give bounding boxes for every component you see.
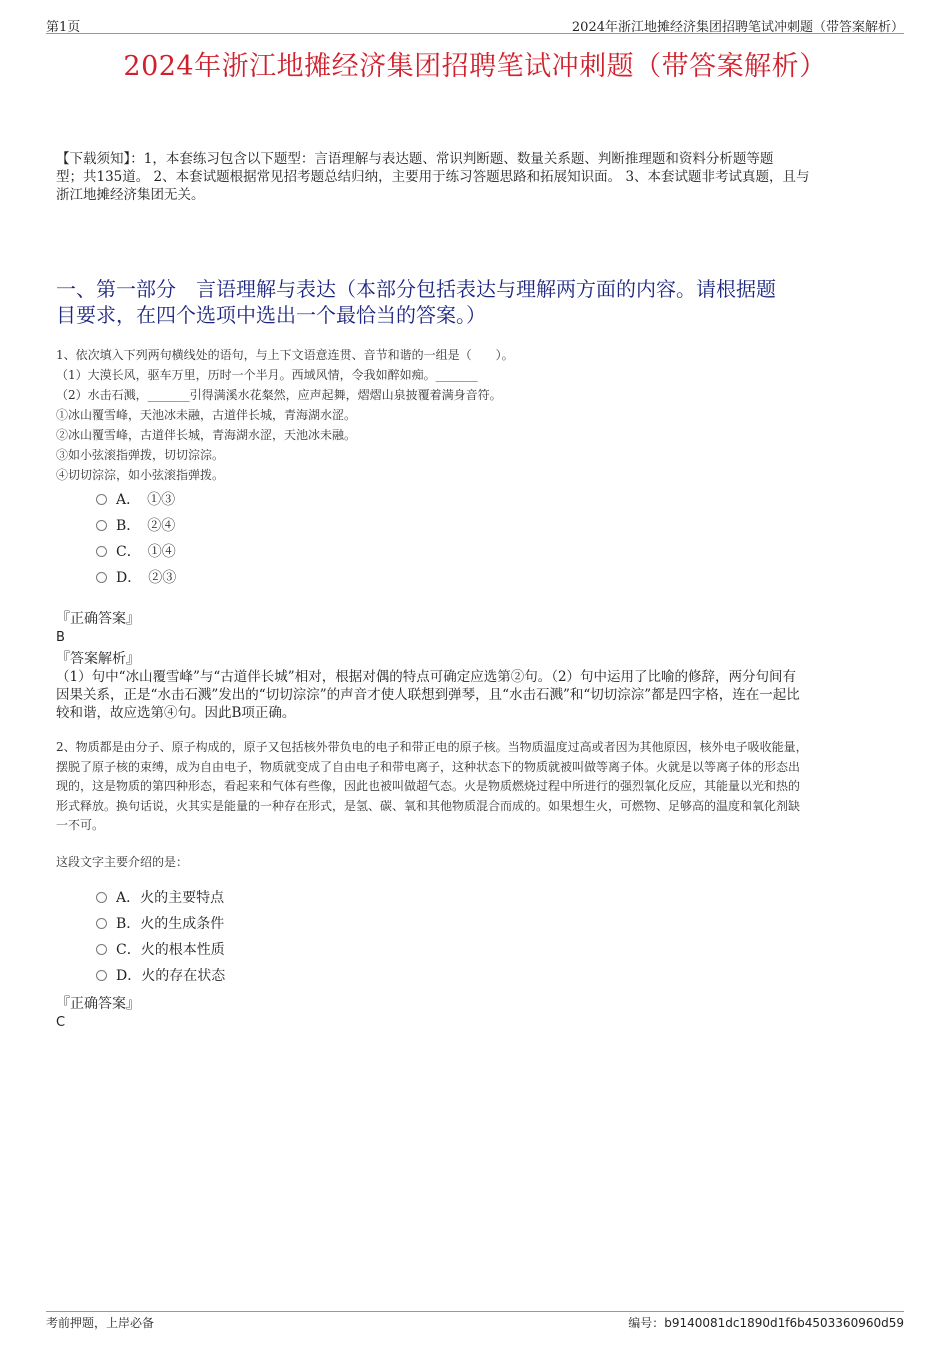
notice-line: 【下载须知】：1，本套练习包含以下题型：言语理解与表达题、常识判断题、数量关系题、判断推理题和资料分析题等题 — [56, 151, 774, 167]
question-1-options — [96, 487, 176, 591]
question-1-sentence-2: （2）水击石溅，_______引得满溪水花粲然，应声起舞，熠熠山泉披覆着满身音符。 — [56, 388, 502, 402]
notice-line: 浙江地摊经济集团无关。 — [56, 187, 205, 203]
correct-answer: B — [56, 630, 65, 645]
section-heading — [56, 276, 902, 328]
question-1-stem: 1、依次填入下列两句横线处的语句，与上下文语意连贯、音节和谐的一组是（ ）。 — [56, 348, 514, 362]
analysis-line: 较和谐，故应选第④句。因此B项正确。 — [56, 705, 296, 721]
option-c-label: C．火的根本性质 — [116, 942, 225, 958]
option-a[interactable] — [96, 487, 176, 513]
option-b-label: B． ②④ — [116, 518, 176, 534]
question-1-item: ③如小弦滚指弹拨，切切淙淙。 — [56, 448, 225, 462]
radio-icon[interactable] — [96, 546, 107, 557]
option-c-label: C． ①④ — [116, 544, 176, 560]
document-id — [628, 1314, 904, 1331]
radio-icon[interactable] — [96, 520, 107, 531]
footer-slogan: 考前押题，上岸必备 — [46, 1316, 155, 1330]
radio-icon[interactable] — [96, 892, 107, 903]
question-1 — [56, 345, 902, 485]
passage-line: 摆脱了原子核的束缚，成为自由电子，物质就变成了自由电子和带电离子，这种状态下的物质就被叫做等离子体。火就是以等离子体的形态出 — [56, 759, 801, 774]
question-2-options — [96, 885, 225, 989]
question-2-passage — [56, 738, 902, 836]
option-d-label: D．火的存在状态 — [116, 968, 226, 984]
notice-line: 型；共135道。 2、本套试题根据常见招考题总结归纳，主要用于练习答题思路和拓展知识面。 3、本套试题非考试真题，且与 — [56, 169, 810, 185]
option-a[interactable] — [96, 885, 225, 911]
option-d-label: D． ②③ — [116, 570, 177, 586]
radio-icon[interactable] — [96, 494, 107, 505]
option-d[interactable] — [96, 565, 176, 591]
document-title: 2024年浙江地摊经济集团招聘笔试冲刺题（带答案解析） — [123, 51, 827, 82]
question-2-prompt: 这段文字主要介绍的是： — [56, 855, 189, 869]
option-c[interactable] — [96, 937, 225, 963]
radio-icon[interactable] — [96, 970, 107, 981]
passage-line: 2、物质都是由分子、原子构成的，原子又包括核外带负电的电子和带正电的原子核。当物质温度过高或者因为其他原因，核外电子吸收能量， — [56, 740, 808, 754]
analysis-line: 因果关系，正是“水击石溅”发出的“切切淙淙”的声音才使人联想到弹琴，且“水击石溅”和“切切淙淙”都是四字格，连在一起比 — [56, 687, 800, 703]
download-notice — [56, 150, 902, 204]
answer-analysis — [56, 668, 902, 722]
section-heading-line: 目要求，在四个选项中选出一个最恰当的答案。） — [56, 303, 486, 327]
option-b-label: B．火的生成条件 — [116, 916, 225, 932]
option-b[interactable] — [96, 911, 225, 937]
analysis-label: 『答案解析』 — [56, 651, 140, 667]
question-1-item: ④切切淙淙，如小弦滚指弹拨。 — [56, 468, 225, 482]
option-c[interactable] — [96, 539, 176, 565]
radio-icon[interactable] — [96, 918, 107, 929]
question-1-sentence-1: （1）大漠长风，驱车万里，历时一个半月。西域风情，令我如醉如痴。_______ — [56, 368, 478, 382]
radio-icon[interactable] — [96, 944, 107, 955]
document-id-code: b9140081dc1890d1f6b4503360960d59 — [664, 1316, 904, 1330]
question-1-item: ②冰山覆雪峰，古道伴长城，青海湖水涩，天池冰未融。 — [56, 428, 357, 442]
document-id-label: 编号： — [628, 1316, 665, 1330]
section-heading-line: 一、第一部分 言语理解与表达（本部分包括表达与理解两方面的内容。请根据题 — [56, 277, 776, 301]
footer-divider — [46, 1311, 904, 1312]
correct-answer: C — [56, 1015, 66, 1030]
option-d[interactable] — [96, 963, 225, 989]
question-1-item: ①冰山覆雪峰，天池冰未融，古道伴长城，青海湖水涩。 — [56, 408, 357, 422]
header-doc-title: 2024年浙江地摊经济集团招聘笔试冲刺题（带答案解析） — [571, 20, 904, 35]
option-a-label: A． ①③ — [116, 492, 176, 508]
page-number: 第1页 — [46, 20, 81, 35]
radio-icon[interactable] — [96, 572, 107, 583]
passage-line: 形式释放。换句话说，火其实是能量的一种存在形式，是氢、碳、氧和其他物质混合而成的。如果想生火，可燃物、足够高的温度和氧化剂缺 — [56, 798, 801, 813]
analysis-line: （1）句中“冰山覆雪峰”与“古道伴长城”相对，根据对偶的特点可确定应选第②句。（2）句中运用了比喻的修辞，两分句间有 — [56, 669, 797, 685]
answer-label: 『正确答案』 — [56, 611, 140, 627]
passage-line: 一不可。 — [56, 818, 105, 832]
passage-line: 现的，这是物质的第四种形态，看起来和气体有些像，因此也被叫做超气态。火是物质燃烧过程中所进行的强烈氧化反应，其能量以光和热的 — [56, 779, 801, 793]
answer-label: 『正确答案』 — [56, 996, 140, 1012]
option-a-label: A．火的主要特点 — [116, 890, 225, 906]
option-b[interactable] — [96, 513, 176, 539]
header-divider — [46, 33, 904, 34]
